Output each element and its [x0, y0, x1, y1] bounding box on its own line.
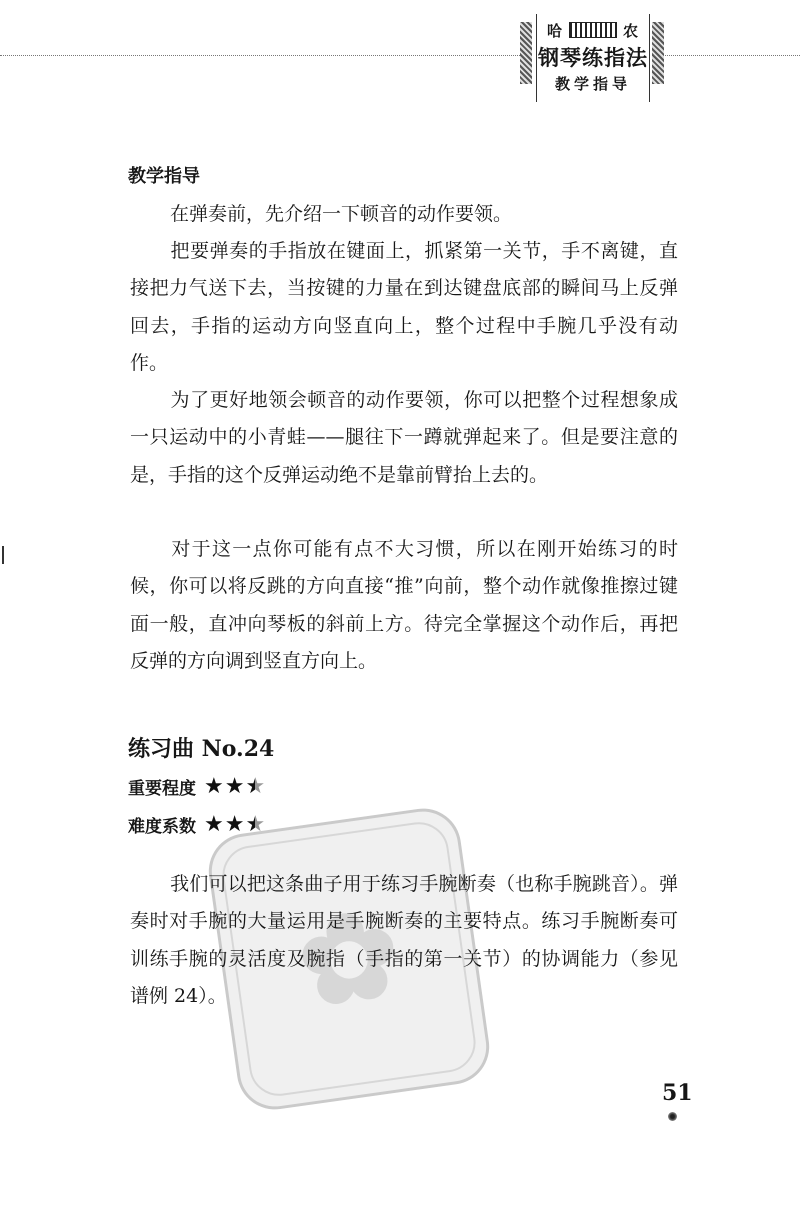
importance-rating [128, 774, 266, 799]
star-icon: ★ [245, 773, 266, 799]
scan-margin-mark [2, 546, 4, 564]
difficulty-label: 难度系数 [128, 817, 196, 837]
paragraph-3 [130, 382, 678, 494]
section-heading: 教学指导 [128, 166, 200, 187]
paragraph-1 [130, 196, 678, 233]
header-dotted-rule [0, 55, 800, 56]
running-header-title [536, 14, 650, 102]
star-icon: ★ [224, 773, 245, 799]
header-ornament-right [652, 22, 664, 84]
paragraph-2 [130, 233, 678, 382]
header-subtitle: 教学指导 [554, 75, 631, 93]
star-icon: ★ [224, 811, 245, 837]
header-line1-left: 哈 [546, 22, 563, 40]
paragraph-1-text: 在弹奏前，先介绍一下顿音的动作要领。 [170, 203, 513, 225]
header-line1-right: 农 [623, 22, 640, 40]
exercise-description [130, 866, 678, 1015]
stamp-glyph-icon: ✿ [289, 881, 409, 1036]
star-icon: ★ [245, 811, 266, 837]
exercise-description-text: 我们可以把这条曲子用于练习手腕断奏（也称手腕跳音）。弹奏时对手腕的大量运用是手腕断奏的主要特点。练习手腕断奏可训练手腕的灵活度及腕指（手指的第一关节）的协调能力（参见谱例 24）。 [130, 873, 678, 1007]
star-icon: ★ [204, 811, 224, 837]
piano-keys-icon [569, 22, 617, 38]
header-ornament-left [520, 22, 532, 84]
importance-label: 重要程度 [128, 779, 196, 799]
page-ornament-dot [668, 1112, 677, 1121]
star-icon: ★ [204, 773, 224, 799]
importance-stars [204, 773, 266, 799]
paragraph-2-text: 把要弹奏的手指放在键面上，抓紧第一关节，手不离键，直接把力气送下去，当按键的力量在到达键盘底部的瞬间马上反弹回去，手指的运动方向竖直向上，整个过程中手腕几乎没有动作。 [130, 240, 678, 374]
page-number: 51 [662, 1080, 693, 1106]
exercise-title: 练习曲 No.24 [128, 736, 275, 762]
paragraph-4-text: 对于这一点你可能有点不大习惯，所以在刚开始练习的时候，你可以将反跳的方向直接“推”向前，整个动作就像推擦过键面一般，直冲向琴板的斜前上方。待完全掌握这个动作后，再把反弹的方向调到竖直方向上。 [130, 538, 678, 672]
paragraph-3-text: 为了更好地领会顿音的动作要领，你可以把整个过程想象成一只运动中的小青蛙——腿往下一蹲就弹起来了。但是要注意的是，手指的这个反弹运动绝不是靠前臂抬上去的。 [130, 389, 678, 486]
header-book-title: 钢琴练指法 [538, 45, 648, 70]
paragraph-4 [130, 531, 678, 680]
